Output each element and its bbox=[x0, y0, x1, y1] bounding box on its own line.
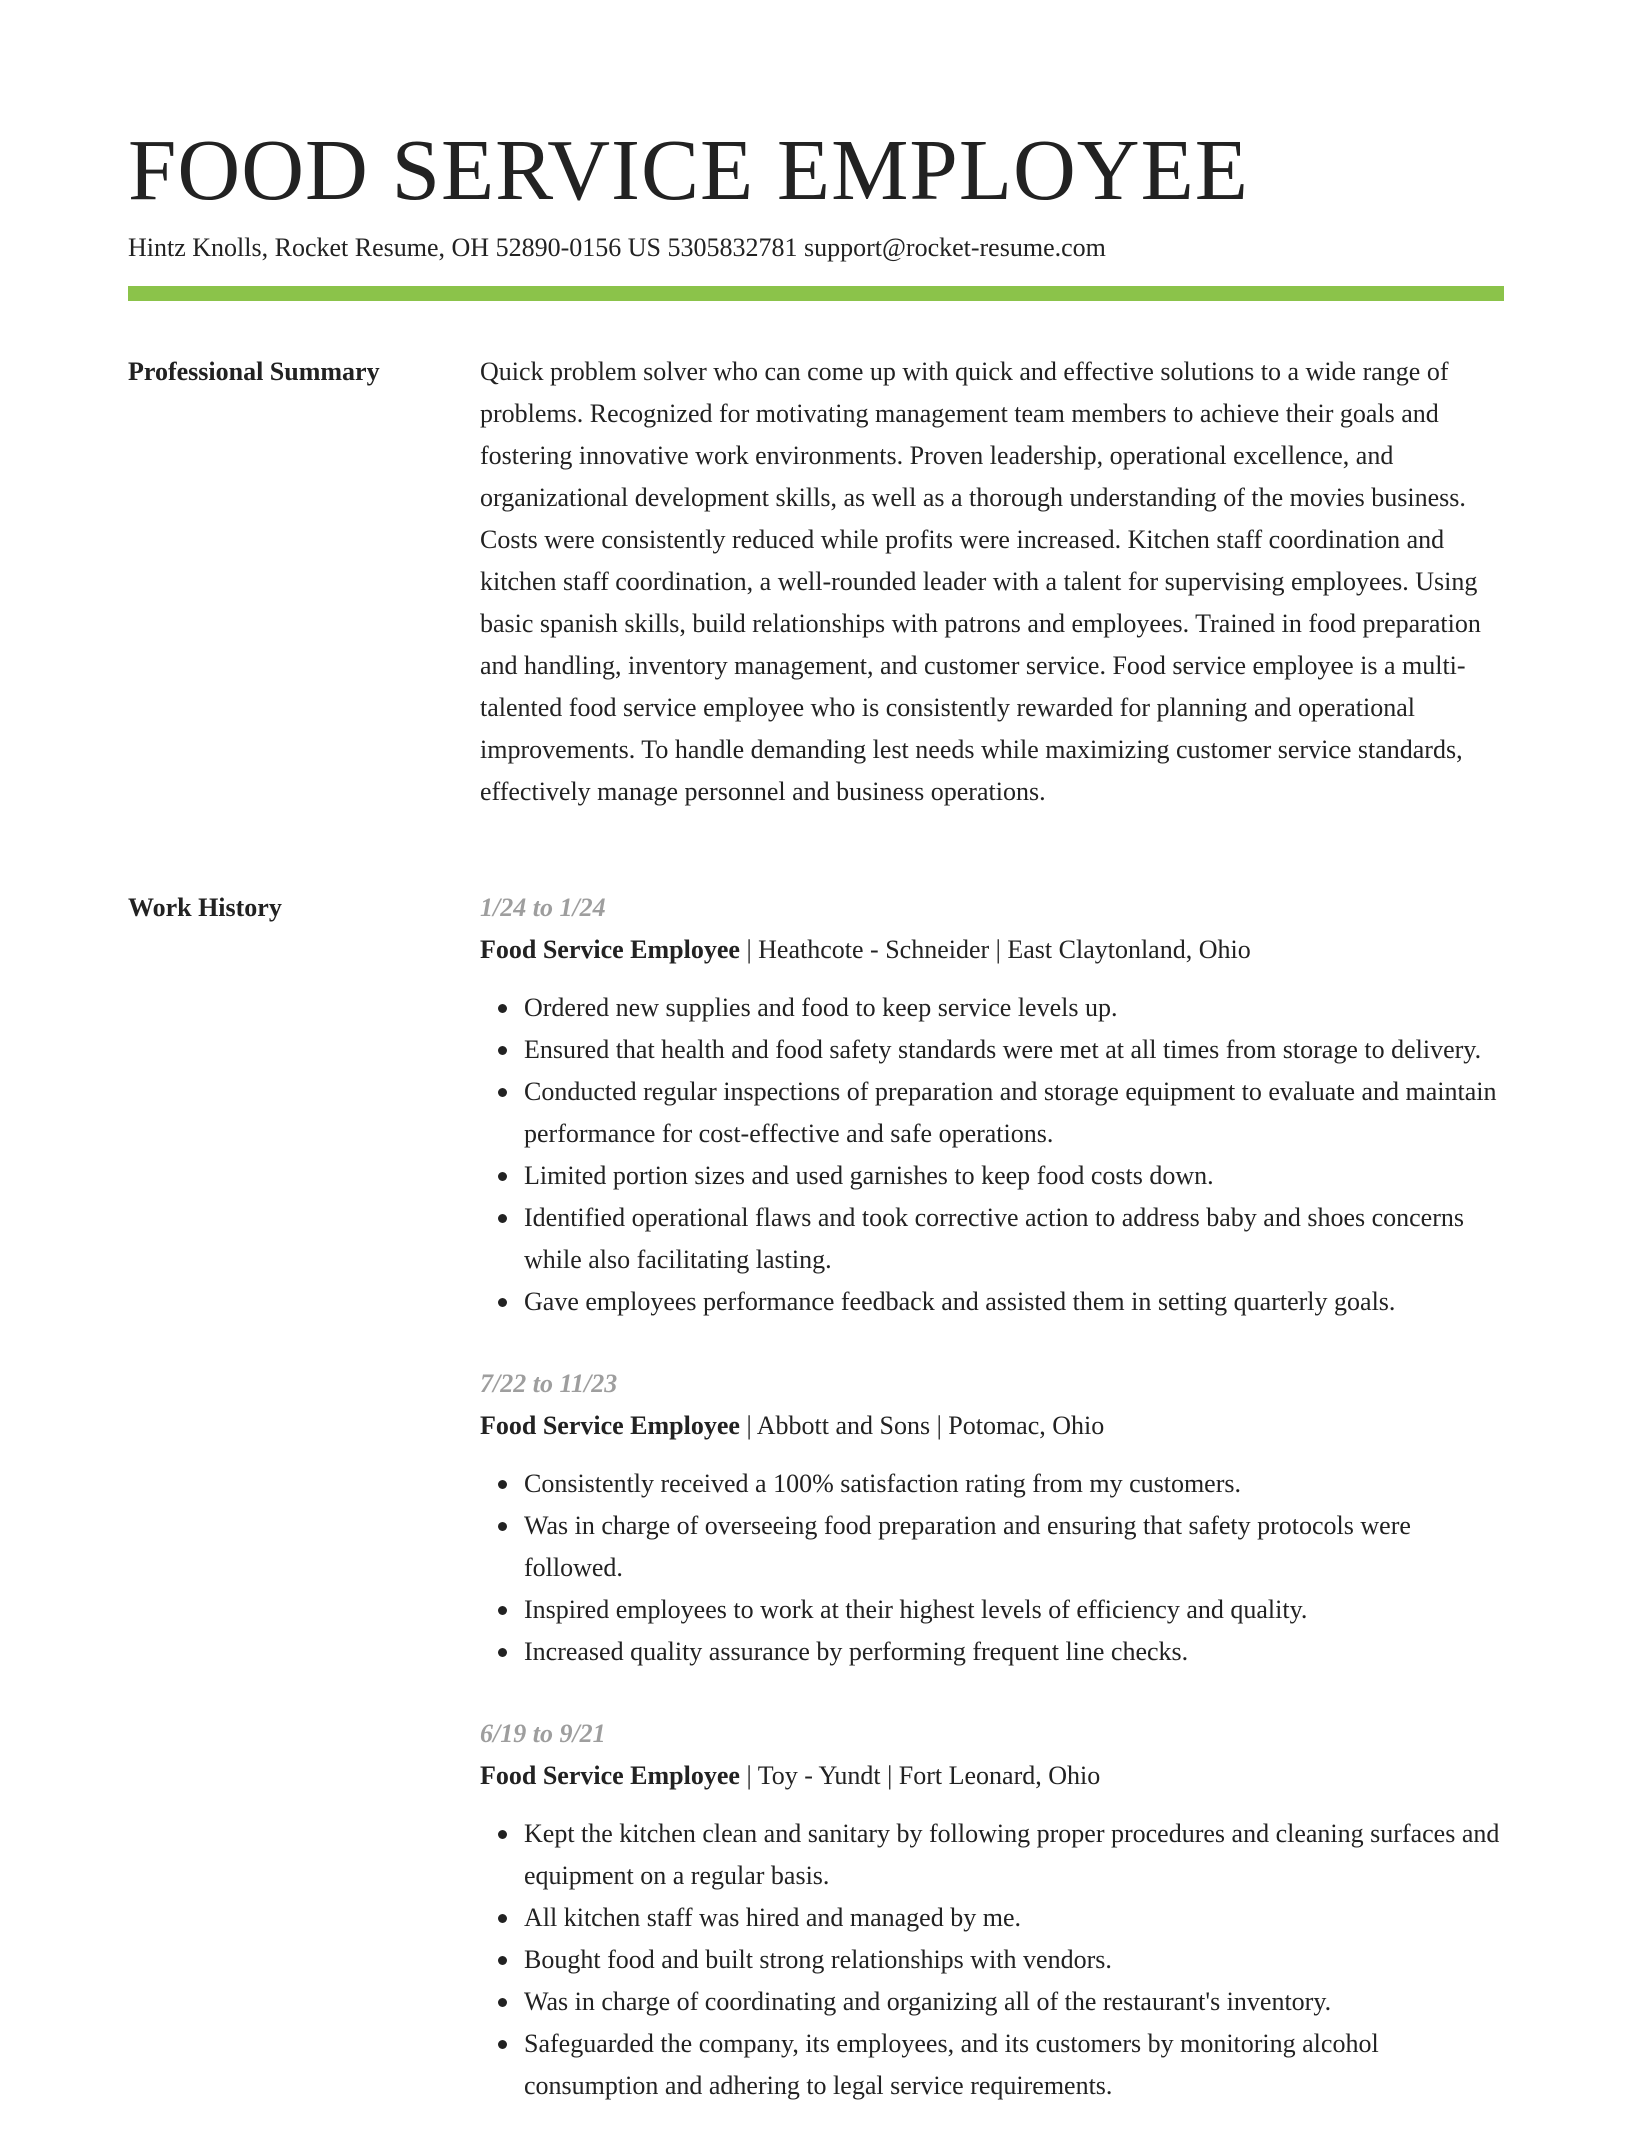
job-bullet-text: Was in charge of coordinating and organizing all of the restaurant's inventory. bbox=[524, 1987, 1332, 2016]
bullet-dot-icon bbox=[498, 1648, 507, 1657]
job-dates: 1/24 to 1/24 bbox=[480, 893, 606, 922]
job-bullet bbox=[524, 1631, 1504, 1673]
job-bullet bbox=[524, 1505, 1504, 1589]
job-bullet-text: Bought food and built strong relationships with vendors. bbox=[524, 1945, 1112, 1974]
job-bullet bbox=[524, 1281, 1504, 1323]
job-bullet bbox=[524, 987, 1504, 1029]
job-bullet bbox=[524, 1155, 1504, 1197]
job-bullet-text: Safeguarded the company, its employees, and its customers by monitoring alcohol consumption and adhering to legal service requirements. bbox=[524, 2029, 1379, 2100]
bullet-dot-icon bbox=[498, 2040, 507, 2049]
job-employer-location: | Abbott and Sons | Potomac, Ohio bbox=[739, 1411, 1105, 1440]
job-entry bbox=[480, 887, 1504, 1323]
job-bullet-list bbox=[480, 1463, 1504, 1673]
summary-text: Quick problem solver who can come up with quick and effective solutions to a wide range of problems. Recognized for motivating management team members to achieve their goals and fostering innovative work environments. Proven leadership, operational excellence, and organizational development skills, as well as a thorough understanding of the movies business. Costs were consistently reduced while profits were increased. Kitchen staff coordination and kitchen staff coordination, a well-rounded leader with a talent for supervising employees. Using basic spanish skills, build relationships with patrons and employees. Trained in food preparation and handling, inventory management, and customer service. Food service employee is a multi-talented food service employee who is consistently rewarded for planning and operational improvements. To handle demanding lest needs while maximizing customer service standards, effectively manage personnel and business operations. bbox=[480, 357, 1481, 806]
job-bullet bbox=[524, 1981, 1504, 2023]
bullet-dot-icon bbox=[498, 1088, 507, 1097]
job-bullet-list bbox=[480, 987, 1504, 1323]
job-bullet bbox=[524, 1897, 1504, 1939]
bullet-dot-icon bbox=[498, 1998, 507, 2007]
job-bullet bbox=[524, 1463, 1504, 1505]
job-bullet-text: Increased quality assurance by performing frequent line checks. bbox=[524, 1637, 1189, 1666]
bullet-dot-icon bbox=[498, 1956, 507, 1965]
job-bullet-text: All kitchen staff was hired and managed by me. bbox=[524, 1903, 1021, 1932]
resume-name: FOOD SERVICE EMPLOYEE bbox=[128, 121, 1249, 218]
job-bullet-text: Limited portion sizes and used garnishes to keep food costs down. bbox=[524, 1161, 1214, 1190]
bullet-dot-icon bbox=[498, 1004, 507, 1013]
job-bullet-text: Ensured that health and food safety standards were met at all times from storage to delivery. bbox=[524, 1035, 1482, 1064]
job-entry bbox=[480, 1363, 1504, 1673]
job-bullet bbox=[524, 1939, 1504, 1981]
contact-line: Hintz Knolls, Rocket Resume, OH 52890-0156 US 5305832781 support@rocket-resume.com bbox=[128, 233, 1106, 262]
bullet-dot-icon bbox=[498, 1522, 507, 1531]
accent-divider bbox=[128, 286, 1504, 301]
bullet-dot-icon bbox=[498, 1214, 507, 1223]
job-heading bbox=[480, 1755, 1504, 1797]
job-bullet-text: Identified operational flaws and took corrective action to address baby and shoes concerns while also facilitating lasting. bbox=[524, 1203, 1464, 1274]
job-bullet-text: Conducted regular inspections of preparation and storage equipment to evaluate and maintain performance for cost-effective and safe operations. bbox=[524, 1077, 1497, 1148]
job-bullet-text: Kept the kitchen clean and sanitary by following proper procedures and cleaning surfaces and equipment on a regular basis. bbox=[524, 1819, 1500, 1890]
job-bullet-text: Ordered new supplies and food to keep service levels up. bbox=[524, 993, 1118, 1022]
job-title: Food Service Employee bbox=[480, 1761, 740, 1790]
job-employer-location: | Toy - Yundt | Fort Leonard, Ohio bbox=[739, 1761, 1101, 1790]
bullet-dot-icon bbox=[498, 1046, 507, 1055]
bullet-dot-icon bbox=[498, 1606, 507, 1615]
job-bullet bbox=[524, 1813, 1504, 1897]
job-title: Food Service Employee bbox=[480, 1411, 740, 1440]
job-bullet-text: Gave employees performance feedback and assisted them in setting quarterly goals. bbox=[524, 1287, 1396, 1316]
work-history-body bbox=[480, 887, 1504, 2147]
section-title-summary: Professional Summary bbox=[128, 357, 380, 386]
job-dates: 6/19 to 9/21 bbox=[480, 1719, 606, 1748]
section-title-work-history: Work History bbox=[128, 893, 282, 922]
job-bullet-list bbox=[480, 1813, 1504, 2107]
bullet-dot-icon bbox=[498, 1830, 507, 1839]
job-dates: 7/22 to 11/23 bbox=[480, 1369, 618, 1398]
job-bullet-text: Inspired employees to work at their highest levels of efficiency and quality. bbox=[524, 1595, 1308, 1624]
bullet-dot-icon bbox=[498, 1298, 507, 1307]
job-heading bbox=[480, 929, 1504, 971]
bullet-dot-icon bbox=[498, 1914, 507, 1923]
job-bullet bbox=[524, 1197, 1504, 1281]
job-bullet-text: Consistently received a 100% satisfaction rating from my customers. bbox=[524, 1469, 1241, 1498]
bullet-dot-icon bbox=[498, 1172, 507, 1181]
job-bullet bbox=[524, 1071, 1504, 1155]
bullet-dot-icon bbox=[498, 1480, 507, 1489]
job-title: Food Service Employee bbox=[480, 935, 740, 964]
job-bullet bbox=[524, 1589, 1504, 1631]
job-heading bbox=[480, 1405, 1504, 1447]
job-bullet bbox=[524, 1029, 1504, 1071]
job-bullet bbox=[524, 2023, 1504, 2107]
job-bullet-text: Was in charge of overseeing food preparation and ensuring that safety protocols were followed. bbox=[524, 1511, 1411, 1582]
summary-body bbox=[480, 351, 1504, 813]
job-entry bbox=[480, 1713, 1504, 2107]
job-employer-location: | Heathcote - Schneider | East Claytonland, Ohio bbox=[739, 935, 1251, 964]
